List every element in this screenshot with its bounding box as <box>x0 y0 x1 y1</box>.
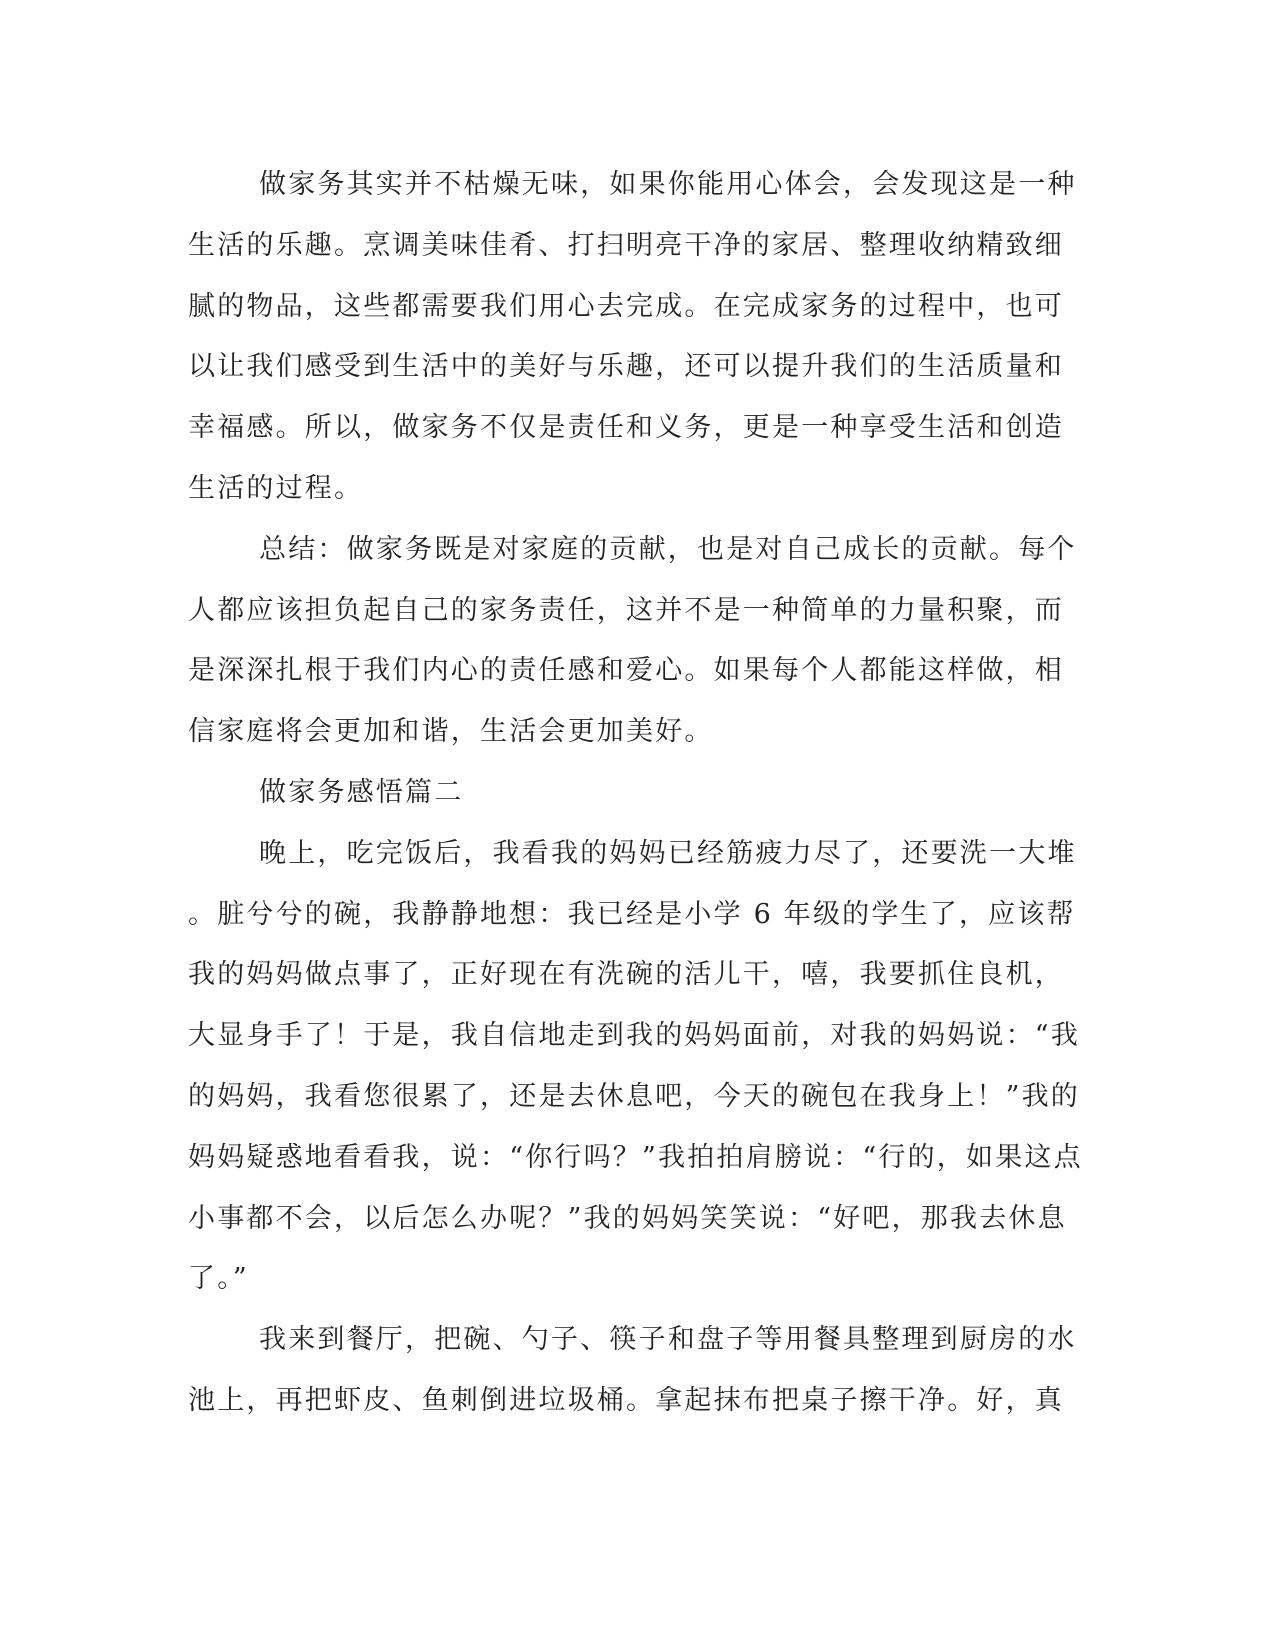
paragraph-2 <box>188 520 1077 763</box>
text-line: 信家庭将会更加和谐，生活会更加美好。 <box>188 716 714 748</box>
document-body <box>188 155 1083 1432</box>
text-line: 我的妈妈做点事了，正好现在有洗碗的活儿干，嘻，我要抓住良机， <box>188 959 1064 991</box>
text-line: 幸福感。所以，做家务不仅是责任和义务，更是一种享受生活和创造 <box>188 412 1064 444</box>
text-line: 总结：做家务既是对家庭的贡献，也是对自己成长的贡献。每个 <box>259 533 1077 565</box>
text-line: 我来到餐厅，把碗、勺子、筷子和盘子等用餐具整理到厨房的水 <box>259 1324 1077 1356</box>
text-line: 了。” <box>188 1263 249 1295</box>
paragraph-1 <box>188 155 1077 520</box>
section-heading: 做家务感悟篇二 <box>259 776 464 808</box>
text-line: 是深深扎根于我们内心的责任感和爱心。如果每个人都能这样做，相 <box>188 655 1064 687</box>
text-line: 池上，再把虾皮、鱼刺倒进垃圾桶。拿起抹布把桌子擦干净。好，真 <box>188 1384 1064 1416</box>
text-line: 以让我们感受到生活中的美好与乐趣，还可以提升我们的生活质量和 <box>188 351 1064 383</box>
text-line: 大显身手了！于是，我自信地走到我的妈妈面前，对我的妈妈说：“我 <box>188 1020 1081 1052</box>
text-line: 的妈妈，我看您很累了，还是去休息吧，今天的碗包在我身上！”我的 <box>188 1080 1081 1112</box>
paragraph-4 <box>188 1310 1077 1432</box>
text-line: 晚上，吃完饭后，我看我的妈妈已经筋疲力尽了，还要洗一大堆 <box>259 837 1077 869</box>
text-line: 妈妈疑惑地看看我，说：“你行吗？”我拍拍肩膀说：“行的，如果这点 <box>188 1141 1083 1173</box>
text-line: 人都应该担负起自己的家务责任，这并不是一种简单的力量积聚，而 <box>188 594 1064 626</box>
text-line: 做家务其实并不枯燥无味，如果你能用心体会，会发现这是一种 <box>259 169 1077 200</box>
text-line: 生活的乐趣。烹调美味佳肴、打扫明亮干净的家居、整理收纳精致细 <box>188 229 1064 261</box>
text-line: 小事都不会，以后怎么办呢？”我的妈妈笑笑说：“好吧，那我去休息 <box>188 1202 1067 1234</box>
text-line: 生活的过程。 <box>188 472 364 504</box>
paragraph-3 <box>188 824 1083 1310</box>
text-line: 。脏兮兮的碗，我静静地想：我已经是小学 6 年级的学生了，应该帮 <box>188 898 1076 930</box>
text-line: 腻的物品，这些都需要我们用心去完成。在完成家务的过程中，也可 <box>188 290 1064 322</box>
